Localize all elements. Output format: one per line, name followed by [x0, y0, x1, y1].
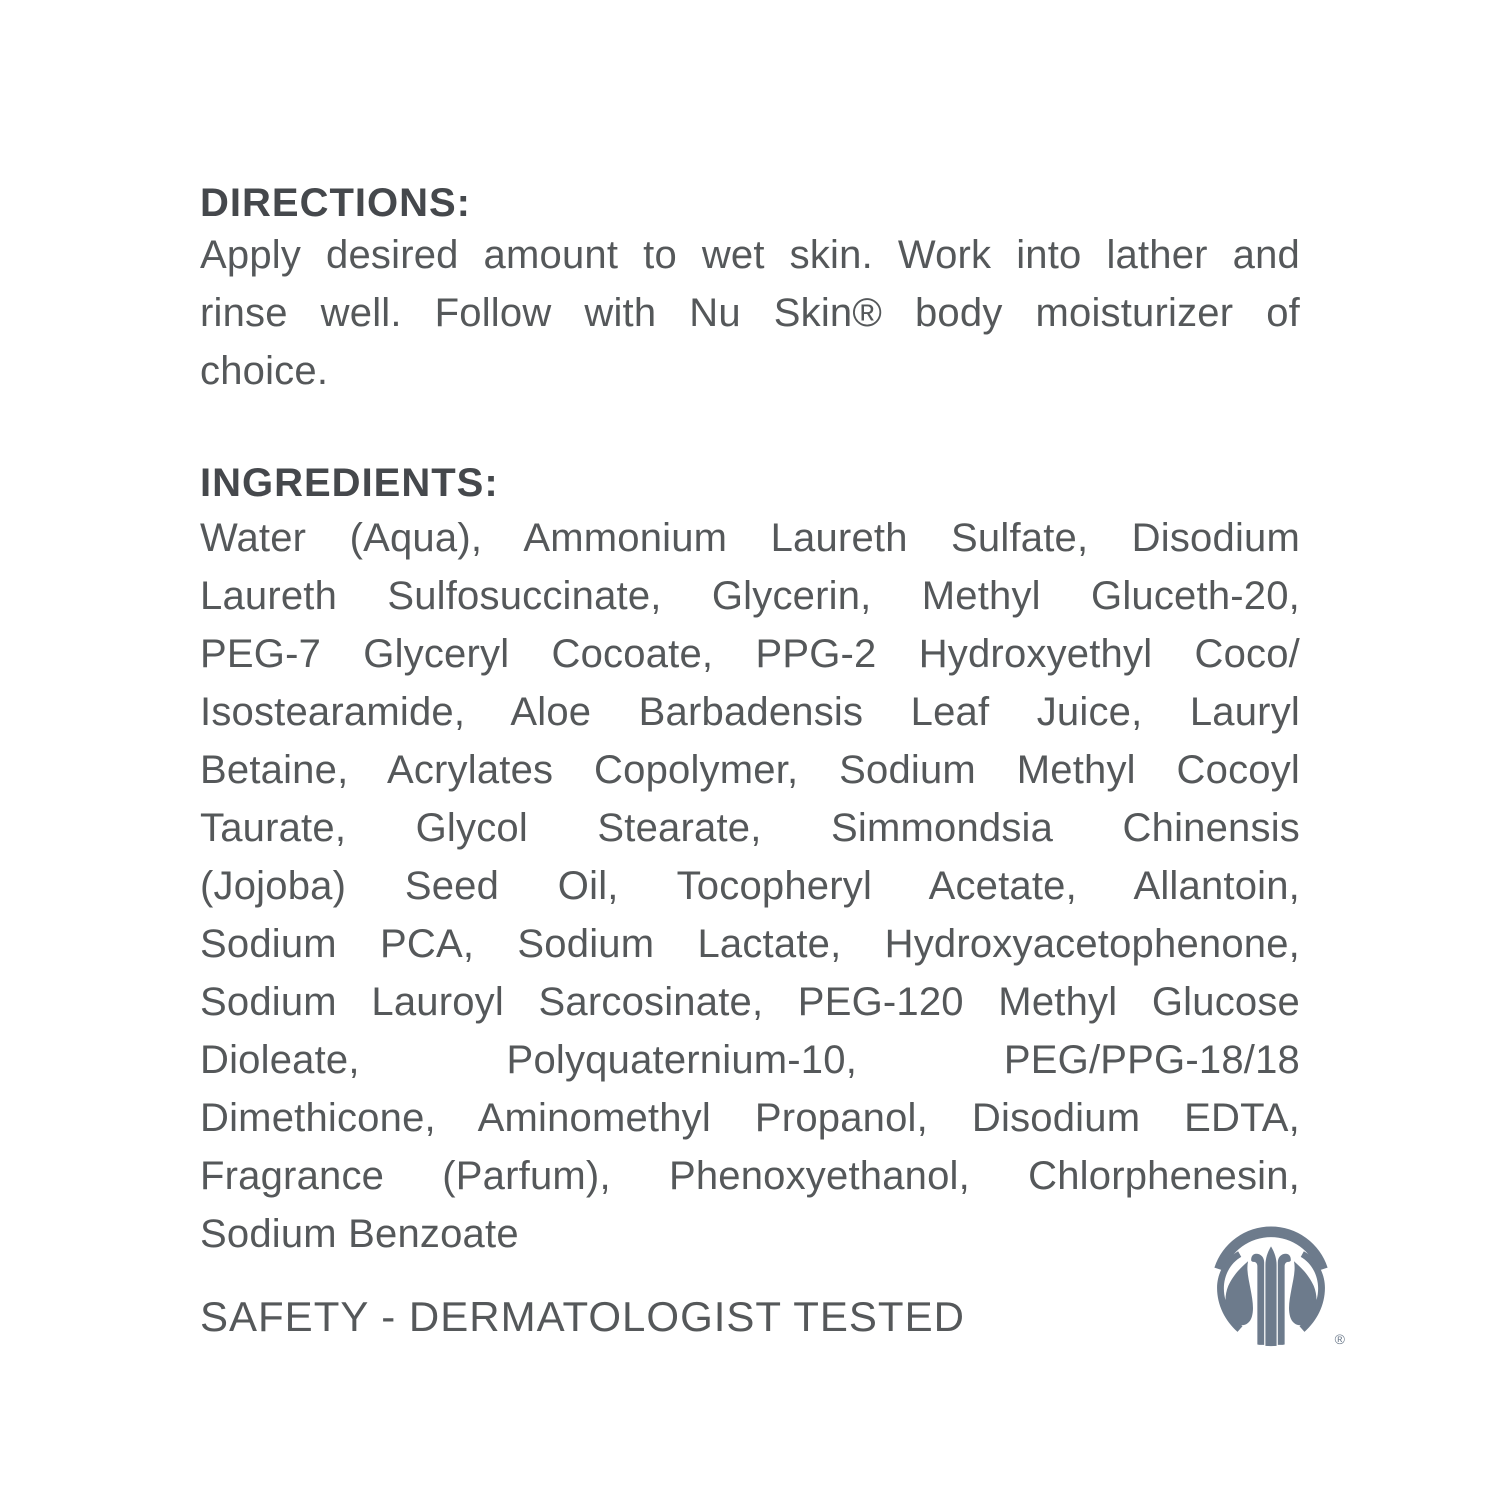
- registered-trademark-symbol: ®: [1334, 1331, 1345, 1347]
- text-line: (Jojoba) Seed Oil, Tocopheryl Acetate, Allantoin,: [200, 864, 1300, 908]
- safety-claim: SAFETY - DERMATOLOGIST TESTED: [200, 1293, 965, 1340]
- text-line: Sodium Lauroyl Sarcosinate, PEG-120 Methyl Glucose: [200, 980, 1300, 1024]
- text-line: choice.: [200, 349, 329, 393]
- directions-text: [200, 226, 1300, 400]
- text-line: Dioleate, Polyquaternium-10, PEG/PPG-18/18: [200, 1038, 1300, 1082]
- ingredients-text: [200, 509, 1300, 1263]
- text-line: Laureth Sulfosuccinate, Glycerin, Methyl Gluceth-20,: [200, 574, 1300, 618]
- directions-heading: DIRECTIONS:: [200, 181, 471, 226]
- text-line: Water (Aqua), Ammonium Laureth Sulfate, Disodium: [200, 516, 1300, 560]
- fountain-icon: [1209, 1224, 1333, 1348]
- text-line: PEG-7 Glyceryl Cocoate, PPG-2 Hydroxyethyl Coco/: [200, 632, 1300, 676]
- text-line: rinse well. Follow with Nu Skin® body moisturizer of: [200, 291, 1300, 335]
- text-line: Sodium PCA, Sodium Lactate, Hydroxyacetophenone,: [200, 922, 1300, 966]
- text-line: Betaine, Acrylates Copolymer, Sodium Methyl Cocoyl: [200, 748, 1300, 792]
- text-line: Apply desired amount to wet skin. Work into lather and: [200, 233, 1300, 277]
- text-line: Taurate, Glycol Stearate, Simmondsia Chinensis: [200, 806, 1300, 850]
- text-line: Fragrance (Parfum), Phenoxyethanol, Chlorphenesin,: [200, 1154, 1300, 1198]
- text-line: Dimethicone, Aminomethyl Propanol, Disodium EDTA,: [200, 1096, 1300, 1140]
- ingredients-heading: INGREDIENTS:: [200, 461, 499, 506]
- nu-skin-logo: [1209, 1224, 1345, 1348]
- text-line: Isostearamide, Aloe Barbadensis Leaf Juice, Lauryl: [200, 690, 1300, 734]
- text-line: Sodium Benzoate: [200, 1212, 519, 1256]
